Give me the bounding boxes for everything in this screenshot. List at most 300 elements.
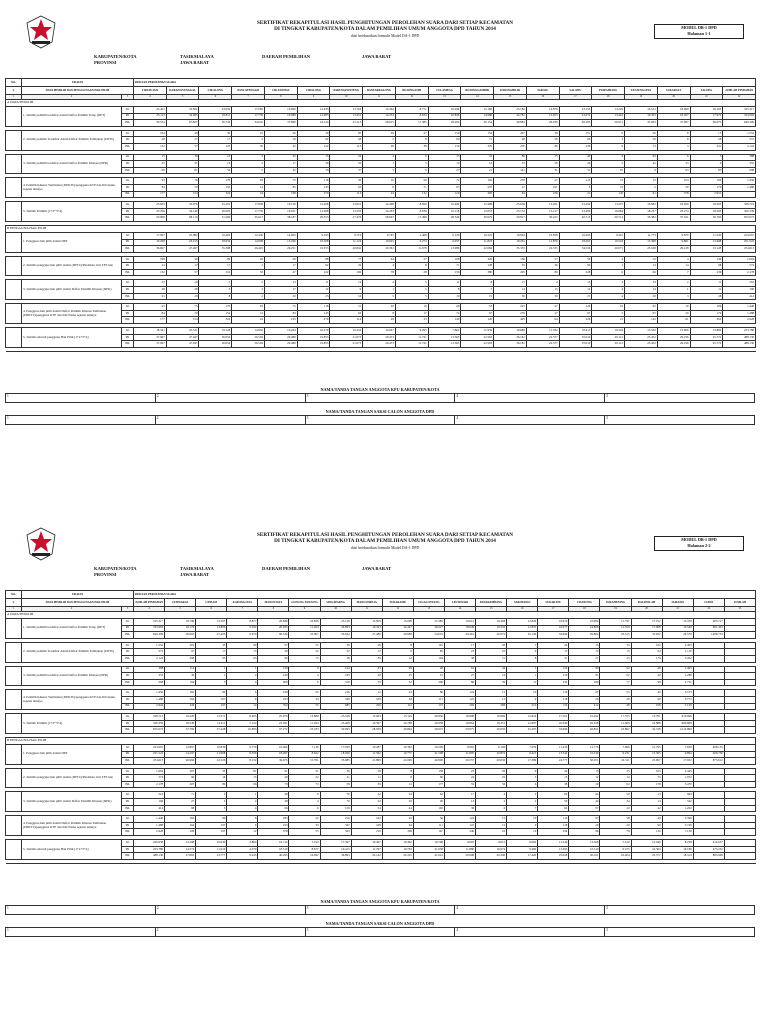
value-cell: 20.849 <box>258 619 289 626</box>
signature-slot[interactable]: 2 <box>155 394 305 403</box>
value-cell: 54.016 <box>413 632 444 639</box>
value-cell: 66 <box>134 167 167 174</box>
value-cell: 6 <box>476 805 507 812</box>
value-cell: 50 <box>538 799 569 806</box>
value-cell: 236 <box>526 191 559 198</box>
value-cell: 80 <box>526 143 559 150</box>
signature-slot[interactable]: 5 <box>605 906 755 915</box>
title-line-2: DI TINGKAT KABUPATEN/KOTA DALAM PEMILIHAN UMUM ANGGOTA DPD TAHUN 2014 <box>274 26 496 33</box>
witness-signature-table <box>5 415 755 425</box>
value-cell: 11.908 <box>196 751 227 758</box>
value-cell: 3 <box>232 287 265 294</box>
value-cell: 2.928 <box>134 829 165 836</box>
value-cell: 3.390 <box>662 816 693 823</box>
value-cell: 28.039 <box>351 727 382 734</box>
index-cell: 13 <box>428 95 461 100</box>
value-cell: 97 <box>569 805 600 812</box>
value-cell: 11.520 <box>690 232 723 239</box>
value-cell: 3.773 <box>662 696 693 703</box>
index-cell: 6 <box>199 95 232 100</box>
value-cell: 15 <box>476 822 507 829</box>
gender-sub-label: PR <box>122 184 134 191</box>
value-cell: 347 <box>320 822 351 829</box>
value-cell: 67 <box>569 690 600 697</box>
signature-slot[interactable]: 3 <box>305 416 455 425</box>
value-cell: 2 <box>476 799 507 806</box>
signature-slot[interactable]: 4 <box>455 928 605 937</box>
value-cell: 40 <box>631 690 662 697</box>
value-cell: 22.563 <box>461 334 494 341</box>
signature-slot[interactable]: 1 <box>6 906 156 915</box>
value-cell: 11.823 <box>461 239 494 246</box>
value-cell: 50.995 <box>320 727 351 734</box>
value-cell: 107 <box>196 822 227 829</box>
value-cell: 37.097 <box>657 120 690 127</box>
value-cell: 9.245 <box>227 853 258 860</box>
row-number-cell <box>6 714 22 734</box>
value-cell: 18.649 <box>444 625 475 632</box>
value-cell: 42 <box>625 161 658 168</box>
row-number-cell <box>6 130 22 150</box>
value-cell: 23.128 <box>690 246 723 253</box>
value-cell: 17 <box>444 792 475 799</box>
value-cell: 3 <box>690 154 723 161</box>
value-cell: 96 <box>227 781 258 788</box>
value-cell: 145 <box>297 310 330 317</box>
value-cell: 33.063 <box>625 120 658 127</box>
value-cell: 42 <box>631 805 662 812</box>
gender-sub-label: JML <box>122 167 134 174</box>
value-cell: 25.097 <box>631 758 662 765</box>
model-code: MODEL DB-1 DPD <box>681 25 717 30</box>
value-cell: 10.974 <box>476 846 507 853</box>
value-cell: 17.012 <box>631 619 662 626</box>
gender-sub-label: JML <box>122 829 134 836</box>
value-cell: 226.958 <box>134 840 165 847</box>
value-cell: 33 <box>297 167 330 174</box>
value-cell: 328.713 <box>134 714 165 721</box>
value-cell: 1 <box>507 673 538 680</box>
value-cell: 12.033 <box>297 107 330 114</box>
value-cell: 12.826 <box>507 619 538 626</box>
value-cell: 112 <box>382 703 413 710</box>
signature-slot[interactable]: 5 <box>605 394 755 403</box>
value-cell: 6.273 <box>395 239 428 246</box>
value-cell: 4 <box>227 673 258 680</box>
value-cell: 84 <box>264 310 297 317</box>
value-cell: 98 <box>631 679 662 686</box>
index-cell: 7 <box>232 95 265 100</box>
value-cell: 10.407 <box>351 840 382 847</box>
value-cell: 140 <box>428 317 461 324</box>
value-cell <box>724 781 755 788</box>
value-cell: 9.491 <box>592 232 625 239</box>
signature-slot[interactable]: 1 <box>6 394 156 403</box>
value-cell: 71 <box>395 184 428 191</box>
value-cell: 14.263 <box>363 208 396 215</box>
value-cell: 7 <box>507 642 538 649</box>
value-cell: 19.232 <box>476 625 507 632</box>
value-cell: 132 <box>395 191 428 198</box>
value-cell: 1.552 <box>723 130 756 137</box>
spacer-cell <box>6 347 756 351</box>
value-cell: 279 <box>297 191 330 198</box>
value-cell: 108 <box>428 256 461 263</box>
value-cell: 64 <box>428 137 461 144</box>
value-cell: 8 <box>382 775 413 782</box>
row-label: 1. Jumlah pemilih terdaftar dalam Daftar Pemilih Tetap (DPT) <box>22 619 122 639</box>
gender-sub-label: LK <box>122 714 134 721</box>
value-cell: 4.379 <box>227 846 258 853</box>
value-cell: 122 <box>538 666 569 673</box>
value-cell: 96 <box>258 805 289 812</box>
signature-slot[interactable]: 5 <box>605 416 755 425</box>
value-cell: 205 <box>444 703 475 710</box>
signature-slot[interactable]: 4 <box>455 394 605 403</box>
value-cell: 42 <box>264 143 297 150</box>
value-cell: 52 <box>382 679 413 686</box>
index-cell: 23 <box>724 607 755 612</box>
page-number: Halaman 1-1 <box>687 31 711 36</box>
value-cell: 9 <box>395 167 428 174</box>
value-cell: 24 <box>232 191 265 198</box>
value-cell: 14 <box>199 161 232 168</box>
value-cell: 22.225 <box>382 853 413 860</box>
value-cell: 3 <box>196 679 227 686</box>
value-cell: 30.222 <box>526 215 559 222</box>
value-cell: 16.597 <box>351 720 382 727</box>
value-cell: 9 <box>507 822 538 829</box>
gender-sub-label: PR <box>122 625 134 632</box>
gender-sub-label: JML <box>122 632 134 639</box>
value-cell: 25.129 <box>320 619 351 626</box>
kecamatan-header: JATIWARAS <box>165 599 196 607</box>
kecamatan-header: SODONGHILIR <box>494 87 527 95</box>
value-cell: 23.153 <box>559 107 592 114</box>
value-cell: 14 <box>625 287 658 294</box>
value-cell: 52 <box>625 256 658 263</box>
table-row <box>6 130 756 137</box>
value-cell: 12 <box>559 287 592 294</box>
value-cell: 122 <box>297 269 330 276</box>
value-cell: 13.701 <box>631 714 662 721</box>
value-cell: 6 <box>507 768 538 775</box>
value-cell: 60 <box>538 792 569 799</box>
row-label: 3. Jumlah pengguna hak pilih dalam Daftar Pemilih Khusus (DPK) <box>22 280 122 300</box>
prov-label: PROVINSI <box>94 60 117 65</box>
row-label: 3. Jumlah pengguna hak pilih dalam Daftar Pemilih Khusus (DPK) <box>22 792 122 812</box>
value-cell: 18.519 <box>258 846 289 853</box>
value-cell: 18.790 <box>165 619 196 626</box>
row-number-cell <box>6 154 22 174</box>
value-cell: 22 <box>289 775 320 782</box>
row-label: 4. Pemilih Khusus Tambahan (DPKTb)/pengguna KTP dan KK/nama sejenis lainnya <box>22 178 122 198</box>
gender-sub-label: JML <box>122 655 134 662</box>
kecamatan-header: BOJONGGAMBIR <box>461 87 494 95</box>
value-cell: 29.128 <box>657 246 690 253</box>
value-cell: 25 <box>297 293 330 300</box>
value-cell: 14.297 <box>165 751 196 758</box>
value-cell <box>693 714 724 721</box>
signature-slot[interactable]: 5 <box>605 928 755 937</box>
value-cell: 34.616 <box>232 120 265 127</box>
value-cell: 17.397 <box>320 840 351 847</box>
value-cell: 104 <box>413 655 444 662</box>
index-cell: 10 <box>330 95 363 100</box>
value-cell: 7.129 <box>600 840 631 847</box>
value-cell: 55 <box>289 829 320 836</box>
value-cell: 12 <box>569 649 600 656</box>
value-cell: 125 <box>199 143 232 150</box>
value-cell: 58 <box>600 816 631 823</box>
value-cell: 45 <box>382 816 413 823</box>
value-cell: 19.031 <box>264 208 297 215</box>
kecamatan-header: PARUNGPONTENG <box>330 87 363 95</box>
value-cell: 2.928 <box>723 317 756 324</box>
signature-slot[interactable]: 4 <box>455 416 605 425</box>
value-cell <box>693 679 724 686</box>
gender-sub-label: LK <box>122 642 134 649</box>
value-cell: 12.907 <box>507 720 538 727</box>
value-cell: 36 <box>526 263 559 270</box>
value-cell: 113 <box>330 191 363 198</box>
value-cell: 14.005 <box>264 232 297 239</box>
value-cell: 11.264 <box>289 625 320 632</box>
value-cell: 18.549 <box>165 720 196 727</box>
section-row <box>6 100 756 107</box>
value-cell: 88 <box>297 256 330 263</box>
value-cell: 23 <box>444 768 475 775</box>
kpu-logo-icon <box>24 14 58 50</box>
value-cell: 21 <box>559 191 592 198</box>
value-cell: 29.489 <box>264 341 297 348</box>
value-cell: 15.051 <box>526 202 559 209</box>
value-cell: 25.811 <box>199 113 232 120</box>
value-cell: 36 <box>320 642 351 649</box>
value-cell: 11.767 <box>351 846 382 853</box>
signature-slot[interactable]: 2 <box>155 928 305 937</box>
value-cell: 37.899 <box>264 120 297 127</box>
value-cell: 5.124 <box>227 720 258 727</box>
value-cell: 11.124 <box>330 239 363 246</box>
value-cell: 95 <box>227 655 258 662</box>
value-cell: 9 <box>382 649 413 656</box>
value-cell: 19.156 <box>264 202 297 209</box>
kab-label: KABUPATEN/KOTA <box>94 566 137 571</box>
value-cell: 65 <box>625 310 658 317</box>
value-cell: 20.933 <box>258 625 289 632</box>
gender-sub-label: JML <box>122 120 134 127</box>
value-cell: 25.970 <box>258 714 289 721</box>
value-cell: 349 <box>320 696 351 703</box>
value-cell: 67 <box>569 816 600 823</box>
value-cell: 14 <box>657 263 690 270</box>
value-cell: 24 <box>538 768 569 775</box>
value-cell: 72 <box>592 178 625 185</box>
value-cell: 13.229 <box>592 107 625 114</box>
row-number-cell <box>6 304 22 324</box>
value-cell: 118 <box>538 822 569 829</box>
value-cell: 1.208.733 <box>693 632 724 639</box>
value-cell: 62 <box>600 781 631 788</box>
value-cell: 79 <box>351 679 382 686</box>
value-cell: 28 <box>690 293 723 300</box>
value-cell: 27 <box>526 310 559 317</box>
value-cell: 23.007 <box>289 632 320 639</box>
value-cell: 84 <box>134 310 167 317</box>
index-cell: 16 <box>507 607 538 612</box>
value-cell: 12 <box>297 287 330 294</box>
value-cell: 572 <box>134 649 165 656</box>
value-cell: 10.777 <box>382 751 413 758</box>
value-cell: 67 <box>592 167 625 174</box>
value-cell: 12 <box>382 655 413 662</box>
value-cell <box>724 714 755 721</box>
value-cell: 10 <box>507 816 538 823</box>
value-cell: 103 <box>631 768 662 775</box>
value-cell: 10.462 <box>382 840 413 847</box>
value-cell: 28 <box>330 137 363 144</box>
value-cell: 15 <box>476 696 507 703</box>
value-cell: 25.153 <box>494 208 527 215</box>
col-uraian-header: URAIAN <box>22 591 134 599</box>
signature-row <box>6 416 755 425</box>
value-cell: 1.463 <box>662 666 693 673</box>
value-cell: 14.408 <box>363 202 396 209</box>
value-cell: 8 <box>657 137 690 144</box>
value-cell: 61 <box>134 293 167 300</box>
value-cell: 52 <box>330 161 363 168</box>
value-cell: 179 <box>690 310 723 317</box>
value-cell: 35 <box>196 768 227 775</box>
value-cell: 216 <box>320 816 351 823</box>
value-cell: 31 <box>538 655 569 662</box>
value-cell: 22 <box>320 649 351 656</box>
value-cell: 16.092 <box>289 853 320 860</box>
signature-slot[interactable]: 3 <box>305 394 455 403</box>
recap-table-wrap <box>5 590 755 864</box>
value-cell: 8 <box>199 293 232 300</box>
value-cell: 326 <box>165 829 196 836</box>
value-cell: 15 <box>461 293 494 300</box>
value-cell: 9.231 <box>600 751 631 758</box>
value-cell: 92 <box>600 666 631 673</box>
index-cell: 20 <box>631 607 662 612</box>
value-cell: 25.772 <box>690 334 723 341</box>
value-cell: 97 <box>165 649 196 656</box>
value-cell: 15.489 <box>461 202 494 209</box>
value-cell: 414 <box>723 293 756 300</box>
row-number-cell <box>6 328 22 348</box>
value-cell: 49.883 <box>494 120 527 127</box>
value-cell: 100 <box>690 178 723 185</box>
value-cell: 72 <box>592 184 625 191</box>
value-cell: 51 <box>289 768 320 775</box>
value-cell: 120 <box>428 191 461 198</box>
value-cell: 16.888 <box>631 720 662 727</box>
value-cell: 39 <box>297 161 330 168</box>
signature-slot[interactable]: 2 <box>155 416 305 425</box>
value-cell: 56 <box>476 781 507 788</box>
value-cell: 63 <box>330 310 363 317</box>
value-cell: 11 <box>690 280 723 287</box>
index-cell: 20 <box>657 95 690 100</box>
value-cell: 11.741 <box>395 341 428 348</box>
value-cell: 610.996 <box>662 714 693 721</box>
value-cell: 12.083 <box>297 113 330 120</box>
value-cell: 73 <box>289 655 320 662</box>
signature-slot[interactable]: 4 <box>455 906 605 915</box>
value-cell <box>724 816 755 823</box>
kecamatan-header: BANTARKALONG <box>363 87 396 95</box>
value-cell: 5 <box>625 184 658 191</box>
value-cell: 226 <box>351 703 382 710</box>
value-cell: 9.979 <box>227 632 258 639</box>
value-cell: 8 <box>289 792 320 799</box>
value-cell: 13.806 <box>196 625 227 632</box>
value-cell: 6 <box>289 679 320 686</box>
row-number-cell <box>6 256 22 276</box>
value-cell: 13.086 <box>428 246 461 253</box>
value-cell: 20.557 <box>444 758 475 765</box>
value-cell: 67 <box>428 184 461 191</box>
value-cell: 164 <box>165 822 196 829</box>
table-row <box>6 154 756 161</box>
index-cell: 9 <box>289 607 320 612</box>
gender-sub-label: JML <box>122 727 134 734</box>
value-cell: 15 <box>526 154 559 161</box>
signature-slot[interactable]: 2 <box>155 906 305 915</box>
gender-sub-label: PR <box>122 720 134 727</box>
value-cell: 8.622 <box>289 751 320 758</box>
value-cell: 21.073 <box>330 341 363 348</box>
value-cell: 20.842 <box>330 246 363 253</box>
value-cell: 30.161 <box>569 853 600 860</box>
value-cell: 29.668 <box>382 632 413 639</box>
table-row <box>6 280 756 287</box>
value-cell: 40 <box>631 816 662 823</box>
value-cell: 64 <box>569 792 600 799</box>
value-cell: 10.225 <box>461 232 494 239</box>
value-cell: 3.573 <box>662 690 693 697</box>
value-cell: 15.963 <box>351 714 382 721</box>
signature-row <box>6 906 755 915</box>
value-cell: 39 <box>351 781 382 788</box>
signature-slot[interactable]: 1 <box>6 416 156 425</box>
kecamatan-header: SUKARATU <box>538 599 569 607</box>
value-cell: 11.678 <box>395 246 428 253</box>
value-cell: 118 <box>538 696 569 703</box>
kecamatan-header: CULAMEGA <box>428 87 461 95</box>
value-cell: 6 <box>227 696 258 703</box>
col-uraian-header: URAIAN <box>22 79 134 87</box>
value-cell: 14 <box>461 161 494 168</box>
signature-slot[interactable]: 1 <box>6 928 156 937</box>
value-cell: 39 <box>351 655 382 662</box>
value-cell: 10.279 <box>297 328 330 335</box>
value-cell: 6 <box>227 816 258 823</box>
value-cell: 96 <box>165 775 196 782</box>
value-cell: 11.549 <box>538 840 569 847</box>
value-cell: 4 <box>227 805 258 812</box>
index-cell: 22 <box>693 607 724 612</box>
value-cell: 59 <box>600 792 631 799</box>
value-cell: 81 <box>227 768 258 775</box>
signature-slot[interactable]: 3 <box>305 906 455 915</box>
value-cell: 685 <box>320 703 351 710</box>
signature-slot[interactable]: 3 <box>305 928 455 937</box>
index-cell: 8 <box>264 95 297 100</box>
